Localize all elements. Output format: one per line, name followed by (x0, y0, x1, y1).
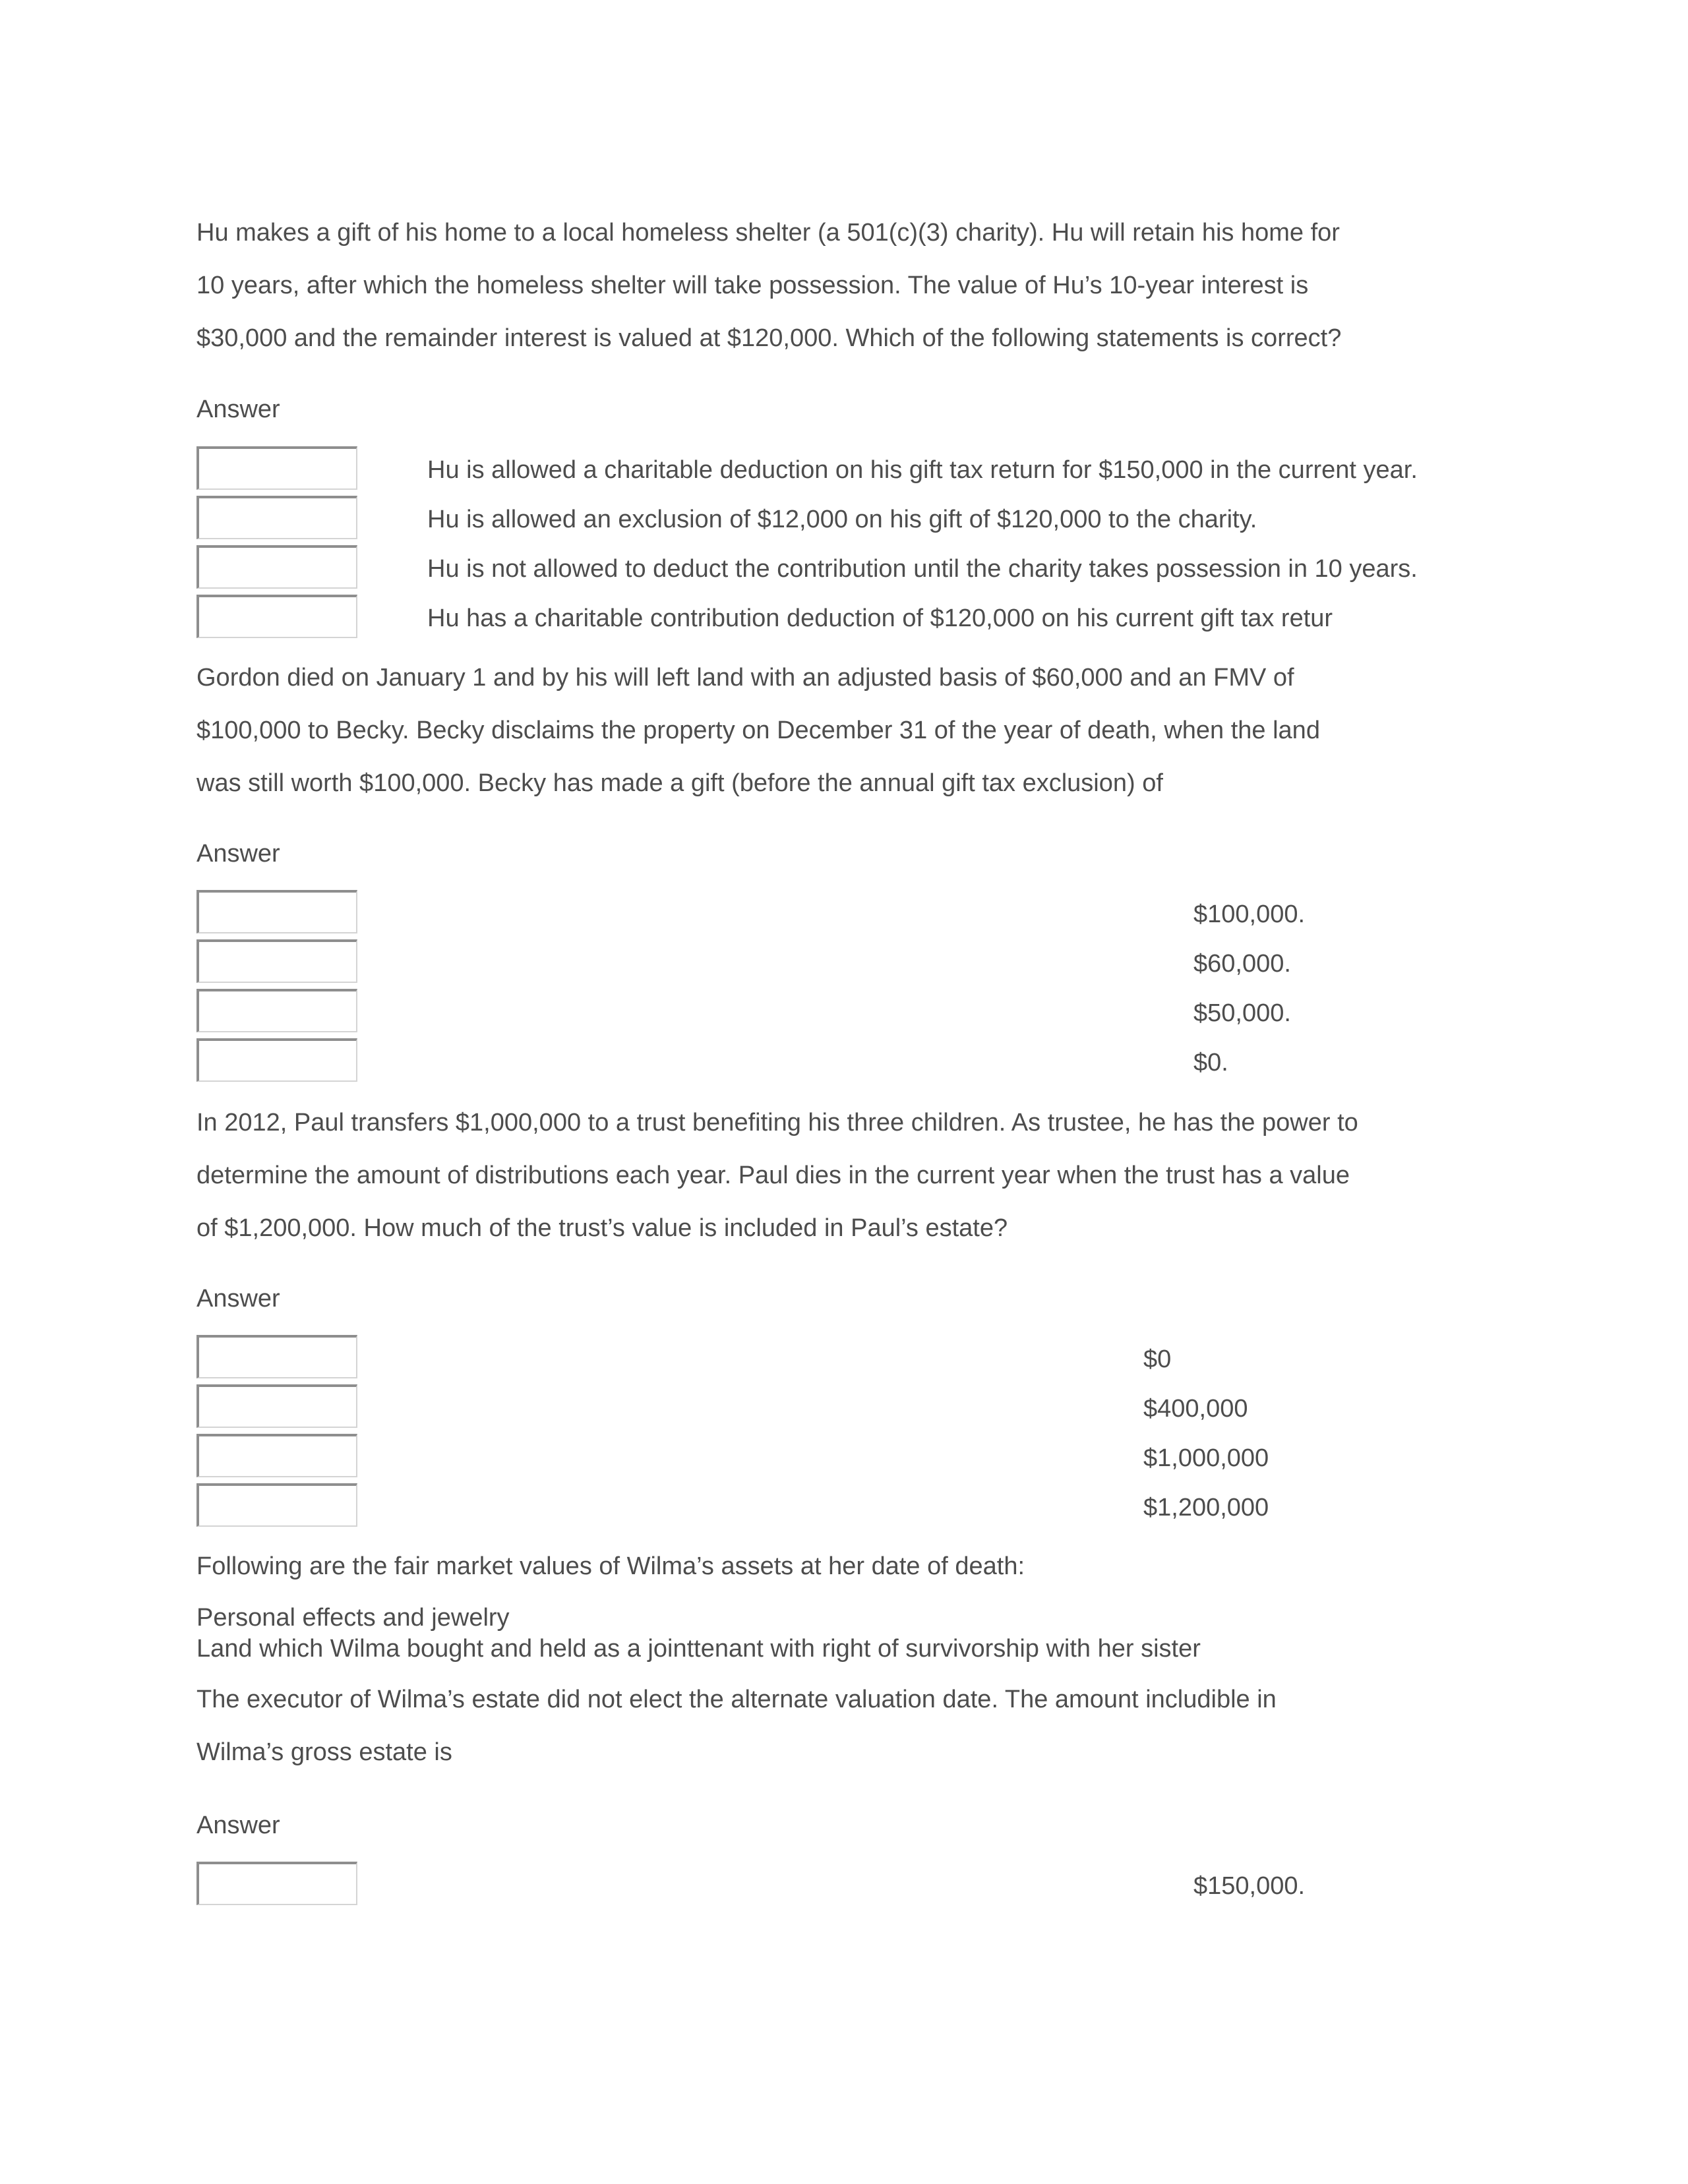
question-4-intro: Following are the fair market values of Wilma’s assets at her date of death: (196, 1552, 1025, 1580)
answer-option: $100,000. (1193, 900, 1306, 928)
question-line: was still worth $100,000. Becky has made a gift (before the annual gift tax exclusion) of (196, 769, 1163, 797)
asset-item: Personal effects and jewelry (196, 1604, 510, 1632)
answer-checkbox[interactable] (196, 595, 357, 638)
answer-option: Hu is allowed a charitable deduction on his gift tax return for $150,000 in the current year. (427, 456, 1418, 484)
answer-checkbox[interactable] (196, 1384, 357, 1428)
question-line: Wilma’s gross estate is (196, 1738, 452, 1766)
question-line: Gordon died on January 1 and by his will left land with an adjusted basis of $60,000 and an FMV of (196, 664, 1294, 692)
question-4-text (196, 1673, 1515, 1779)
asset-item: Land which Wilma bought and held as a jointtenant with right of survivorship with her sister (196, 1635, 1201, 1663)
answer-checkbox[interactable] (196, 939, 357, 983)
answer-checkbox[interactable] (196, 1483, 357, 1527)
question-line: 10 years, after which the homeless shelter will take possession. The value of Hu’s 10-year interest is (196, 272, 1309, 299)
answer-checkbox[interactable] (196, 890, 357, 933)
question-line: Hu makes a gift of his home to a local homeless shelter (a 501(c)(3) charity). Hu will retain his home for (196, 219, 1340, 247)
answer-checkbox[interactable] (196, 446, 357, 490)
answer-option: Hu has a charitable contribution deduction of $120,000 on his current gift tax retur (427, 605, 1333, 632)
question-3-text (196, 1096, 1515, 1254)
question-line: The executor of Wilma’s estate did not elect the alternate valuation date. The amount includible in (196, 1686, 1277, 1713)
answer-checkbox[interactable] (196, 545, 357, 589)
answer-checkbox[interactable] (196, 1335, 357, 1378)
answer-option: Hu is allowed an exclusion of $12,000 on his gift of $120,000 to the charity. (427, 506, 1257, 533)
answer-checkbox[interactable] (196, 1434, 357, 1477)
question-line: $30,000 and the remainder interest is valued at $120,000. Which of the following statements is correct? (196, 324, 1342, 352)
answer-checkbox[interactable] (196, 496, 357, 539)
answer-option: $1,200,000 (1143, 1494, 1269, 1521)
answer-label: Answer (196, 1812, 280, 1839)
answer-option: $150,000. (1193, 1872, 1306, 1900)
answer-checkbox[interactable] (196, 1862, 357, 1905)
answer-option: $60,000. (1193, 950, 1291, 978)
answer-label: Answer (196, 396, 280, 423)
answer-label: Answer (196, 1285, 280, 1313)
question-2-text (196, 651, 1515, 810)
answer-checkbox[interactable] (196, 1038, 357, 1082)
answer-option: $50,000. (1193, 999, 1291, 1027)
answer-checkbox[interactable] (196, 989, 357, 1032)
answer-label: Answer (196, 840, 280, 868)
question-1-text (196, 206, 1515, 365)
question-line: $100,000 to Becky. Becky disclaims the property on December 31 of the year of death, when the land (196, 717, 1320, 744)
question-line: of $1,200,000. How much of the trust’s value is included in Paul’s estate? (196, 1214, 1008, 1242)
question-line: In 2012, Paul transfers $1,000,000 to a trust benefiting his three children. As trustee, he has the power to (196, 1109, 1358, 1136)
answer-option: $0 (1143, 1345, 1172, 1373)
answer-option: Hu is not allowed to deduct the contribution until the charity takes possession in 10 years. (427, 555, 1418, 583)
answer-option: $400,000 (1143, 1395, 1248, 1423)
answer-option: $1,000,000 (1143, 1444, 1269, 1472)
question-line: determine the amount of distributions each year. Paul dies in the current year when the trust has a value (196, 1162, 1350, 1189)
answer-option: $0. (1193, 1049, 1228, 1077)
